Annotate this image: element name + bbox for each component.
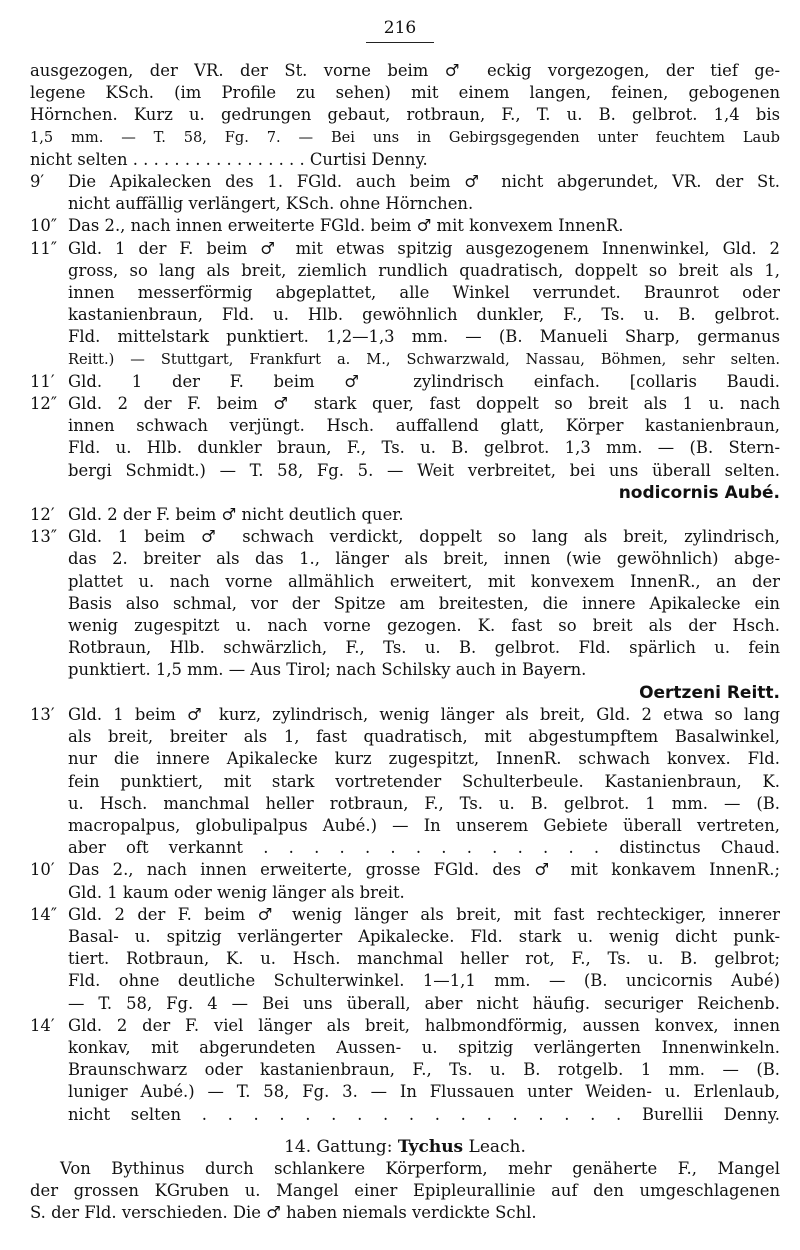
genus-name: Tychus: [397, 1136, 464, 1157]
text-line: macropalpus, globulipalpus Aubé.) — In unserem Gebiete überall vertreten,: [68, 815, 780, 835]
text-line: Gld. 2 der F. beim ♂ stark quer, fast doppelt so breit als 1 u. nach: [68, 394, 780, 414]
key-entry-14pp: [30, 904, 780, 1015]
text-line: nicht selten . . . . . . . . . . . . . . . . . Burellii Denny.: [68, 1104, 780, 1124]
text-line: Gld. 1 der F. beim ♂ mit etwas spitzig ausgezogenem Innenwinkel, Gld. 2: [68, 238, 780, 258]
text-line: legene KSch. (im Profile zu sehen) mit einem langen, feinen, gebogenen: [30, 83, 780, 103]
entry-marker: 14″: [30, 904, 57, 924]
key-entry-12pp: [30, 393, 780, 504]
text-line: Die Apikalecken des 1. FGld. auch beim ♂ nicht abgerundet, VR. der St.: [68, 172, 780, 192]
text-line: ausgezogen, der VR. der St. vorne beim ♂ eckig vorgezogen, der tief ge-: [30, 61, 780, 80]
text-line: innen schwach verjüngt. Hsch. auffallend glatt, Körper kastanienbraun,: [68, 416, 780, 436]
text-line: Reitt.) — Stuttgart, Frankfurt a. M., Schwarzwald, Nassau, Böhmen, sehr selten.: [68, 350, 780, 368]
entry-marker: 11′: [30, 371, 55, 391]
text-line: nicht auffällig verlängert, KSch. ohne Hörnchen.: [68, 194, 474, 214]
text-line: Das 2., nach innen erweiterte, grosse FGld. des ♂ mit konkavem InnenR.;: [68, 860, 780, 880]
key-text: [30, 60, 780, 1225]
genus-heading: [30, 1136, 780, 1158]
text-line: Gld. 2 der F. beim ♂ nicht deutlich quer.: [68, 505, 404, 525]
text-line: gross, so lang als breit, ziemlich rundlich quadratisch, doppelt so breit als 1,: [68, 260, 780, 280]
key-entry-10pp: [30, 215, 780, 237]
text-line: punktiert. 1,5 mm. — Aus Tirol; nach Schilsky auch in Bayern.: [68, 660, 587, 680]
key-entry-13pp: [30, 526, 780, 704]
text-line: Fld. ohne deutliche Schulterwinkel. 1—1,1 mm. — (B. uncicornis Aubé): [68, 971, 780, 991]
text-line: Basis also schmal, vor der Spitze am breitesten, die innere Apikalecke ein: [68, 593, 780, 613]
text-line: 1,5 mm. — T. 58, Fg. 7. — Bei uns in Gebirgsgegenden unter feuchtem Laub: [30, 128, 780, 146]
species-name: Oertzeni Reitt.: [639, 682, 780, 703]
key-entry-11pp: [30, 238, 780, 371]
text-line: der grossen KGruben u. Mangel einer Epipleurallinie auf den umgeschlagenen: [30, 1181, 780, 1201]
text-line: — T. 58, Fg. 4 — Bei uns überall, aber nicht häufig. securiger Reichenb.: [68, 993, 780, 1013]
entry-marker: 9′: [30, 172, 45, 192]
text-line: Gld. 1 der F. beim ♂ zylindrisch einfach. [collaris Baudi.: [68, 371, 780, 391]
text-line: als breit, breiter als 1, fast quadratisch, mit abgestumpftem Basalwinkel,: [68, 727, 780, 747]
entry-marker: 12″: [30, 394, 57, 414]
text-line: tiert. Rotbraun, K. u. Hsch. manchmal heller rot, F., Ts. u. B. gelbrot;: [68, 949, 780, 969]
text-line: plattet u. nach vorne allmählich erweitert, mit konvexem InnenR., an der: [68, 571, 780, 591]
page-number: 216: [383, 18, 417, 38]
text-line: kastanienbraun, Fld. u. Hlb. gewöhnlich dunkler, F., Ts. u. B. gelbrot.: [68, 305, 780, 325]
text-line: konkav, mit abgerundeten Aussen- u. spitzig verlängerten Innenwinkeln.: [68, 1037, 780, 1057]
key-entry-11p: [30, 371, 780, 393]
text-line: Fld. mittelstark punktiert. 1,2—1,3 mm. — (B. Manueli Sharp, germanus: [68, 327, 780, 347]
text-line: aber oft verkannt . . . . . . . . . . . . . . distinctus Chaud.: [68, 838, 780, 858]
genus-intro: [30, 1158, 780, 1225]
text-line: bergi Schmidt.) — T. 58, Fg. 5. — Weit verbreitet, bei uns überall selten.: [68, 460, 780, 480]
entry-marker: 13″: [30, 527, 57, 547]
entry-marker: 14′: [30, 1015, 55, 1035]
text-line: u. Hsch. manchmal heller rotbraun, F., Ts. u. B. gelbrot. 1 mm. — (B.: [68, 793, 780, 813]
text-line: Von Bythinus durch schlankere Körperform, mehr genäherte F., Mangel: [60, 1158, 780, 1178]
genus-author: Leach.: [468, 1136, 526, 1157]
key-entry-10p: [30, 859, 780, 903]
key-entry-12p: [30, 504, 780, 526]
continued-entry: [30, 60, 780, 171]
key-entry-14p: [30, 1015, 780, 1126]
text-line: Rotbraun, Hlb. schwärzlich, F., Ts. u. B. gelbrot. Fld. spärlich u. fein: [68, 638, 780, 658]
text-line: Basal- u. spitzig verlängerter Apikalecke. Fld. stark u. wenig dicht punk-: [68, 926, 780, 946]
text-line: Gld. 1 beim ♂ schwach verdickt, doppelt so lang als breit, zylindrisch,: [68, 527, 780, 547]
header-rule: [366, 42, 434, 43]
text-line: wenig zugespitzt u. nach vorne gezogen. K. fast so breit als der Hsch.: [68, 616, 780, 636]
entry-marker: 10″: [30, 216, 57, 236]
entry-marker: 12′: [30, 505, 55, 525]
entry-marker: 13′: [30, 704, 55, 724]
text-line: nur die innere Apikalecke kurz zugespitzt, InnenR. schwach konvex. Fld.: [68, 749, 780, 769]
text-line: innen messerförmig abgeplattet, alle Winkel verrundet. Braunrot oder: [68, 283, 780, 303]
text-line: Gld. 2 der F. beim ♂ wenig länger als breit, mit fast rechteckiger, innerer: [68, 904, 780, 924]
text-line: Fld. u. Hlb. dunkler braun, F., Ts. u. B. gelbrot. 1,3 mm. — (B. Stern-: [68, 438, 780, 458]
species-name: nodicornis Aubé.: [618, 482, 780, 503]
text-line: Gld. 2 der F. viel länger als breit, halbmondförmig, aussen konvex, innen: [68, 1015, 780, 1035]
entry-marker: 11″: [30, 238, 57, 258]
key-entry-13p: [30, 704, 780, 859]
text-line: das 2. breiter als das 1., länger als breit, innen (wie gewöhnlich) abge-: [68, 549, 780, 569]
text-line: S. der Fld. verschieden. Die ♂ haben niemals verdickte Schl.: [30, 1203, 537, 1223]
text-line: Gld. 1 beim ♂ kurz, zylindrisch, wenig länger als breit, Gld. 2 etwa so lang: [68, 704, 780, 724]
text-line: luniger Aubé.) — T. 58, Fg. 3. — In Flussauen unter Weiden- u. Erlenlaub,: [68, 1082, 780, 1102]
genus-heading-label: 14. Gattung:: [284, 1136, 393, 1157]
text-line: Das 2., nach innen erweiterte FGld. beim ♂ mit konvexem InnenR.: [68, 216, 624, 236]
text-line: Braunschwarz oder kastanienbraun, F., Ts. u. B. rotgelb. 1 mm. — (B.: [68, 1060, 780, 1080]
entry-marker: 10′: [30, 860, 55, 880]
text-line: nicht selten . . . . . . . . . . . . . . . . . Curtisi Denny.: [30, 149, 428, 169]
text-line: fein punktiert, mit stark vortretender Schulterbeule. Kastanienbraun, K.: [68, 771, 780, 791]
text-line: Hörnchen. Kurz u. gedrungen gebaut, rotbraun, F., T. u. B. gelbrot. 1,4 bis: [30, 105, 780, 125]
key-entry-9p: [30, 171, 780, 215]
text-line: Gld. 1 kaum oder wenig länger als breit.: [68, 882, 405, 902]
